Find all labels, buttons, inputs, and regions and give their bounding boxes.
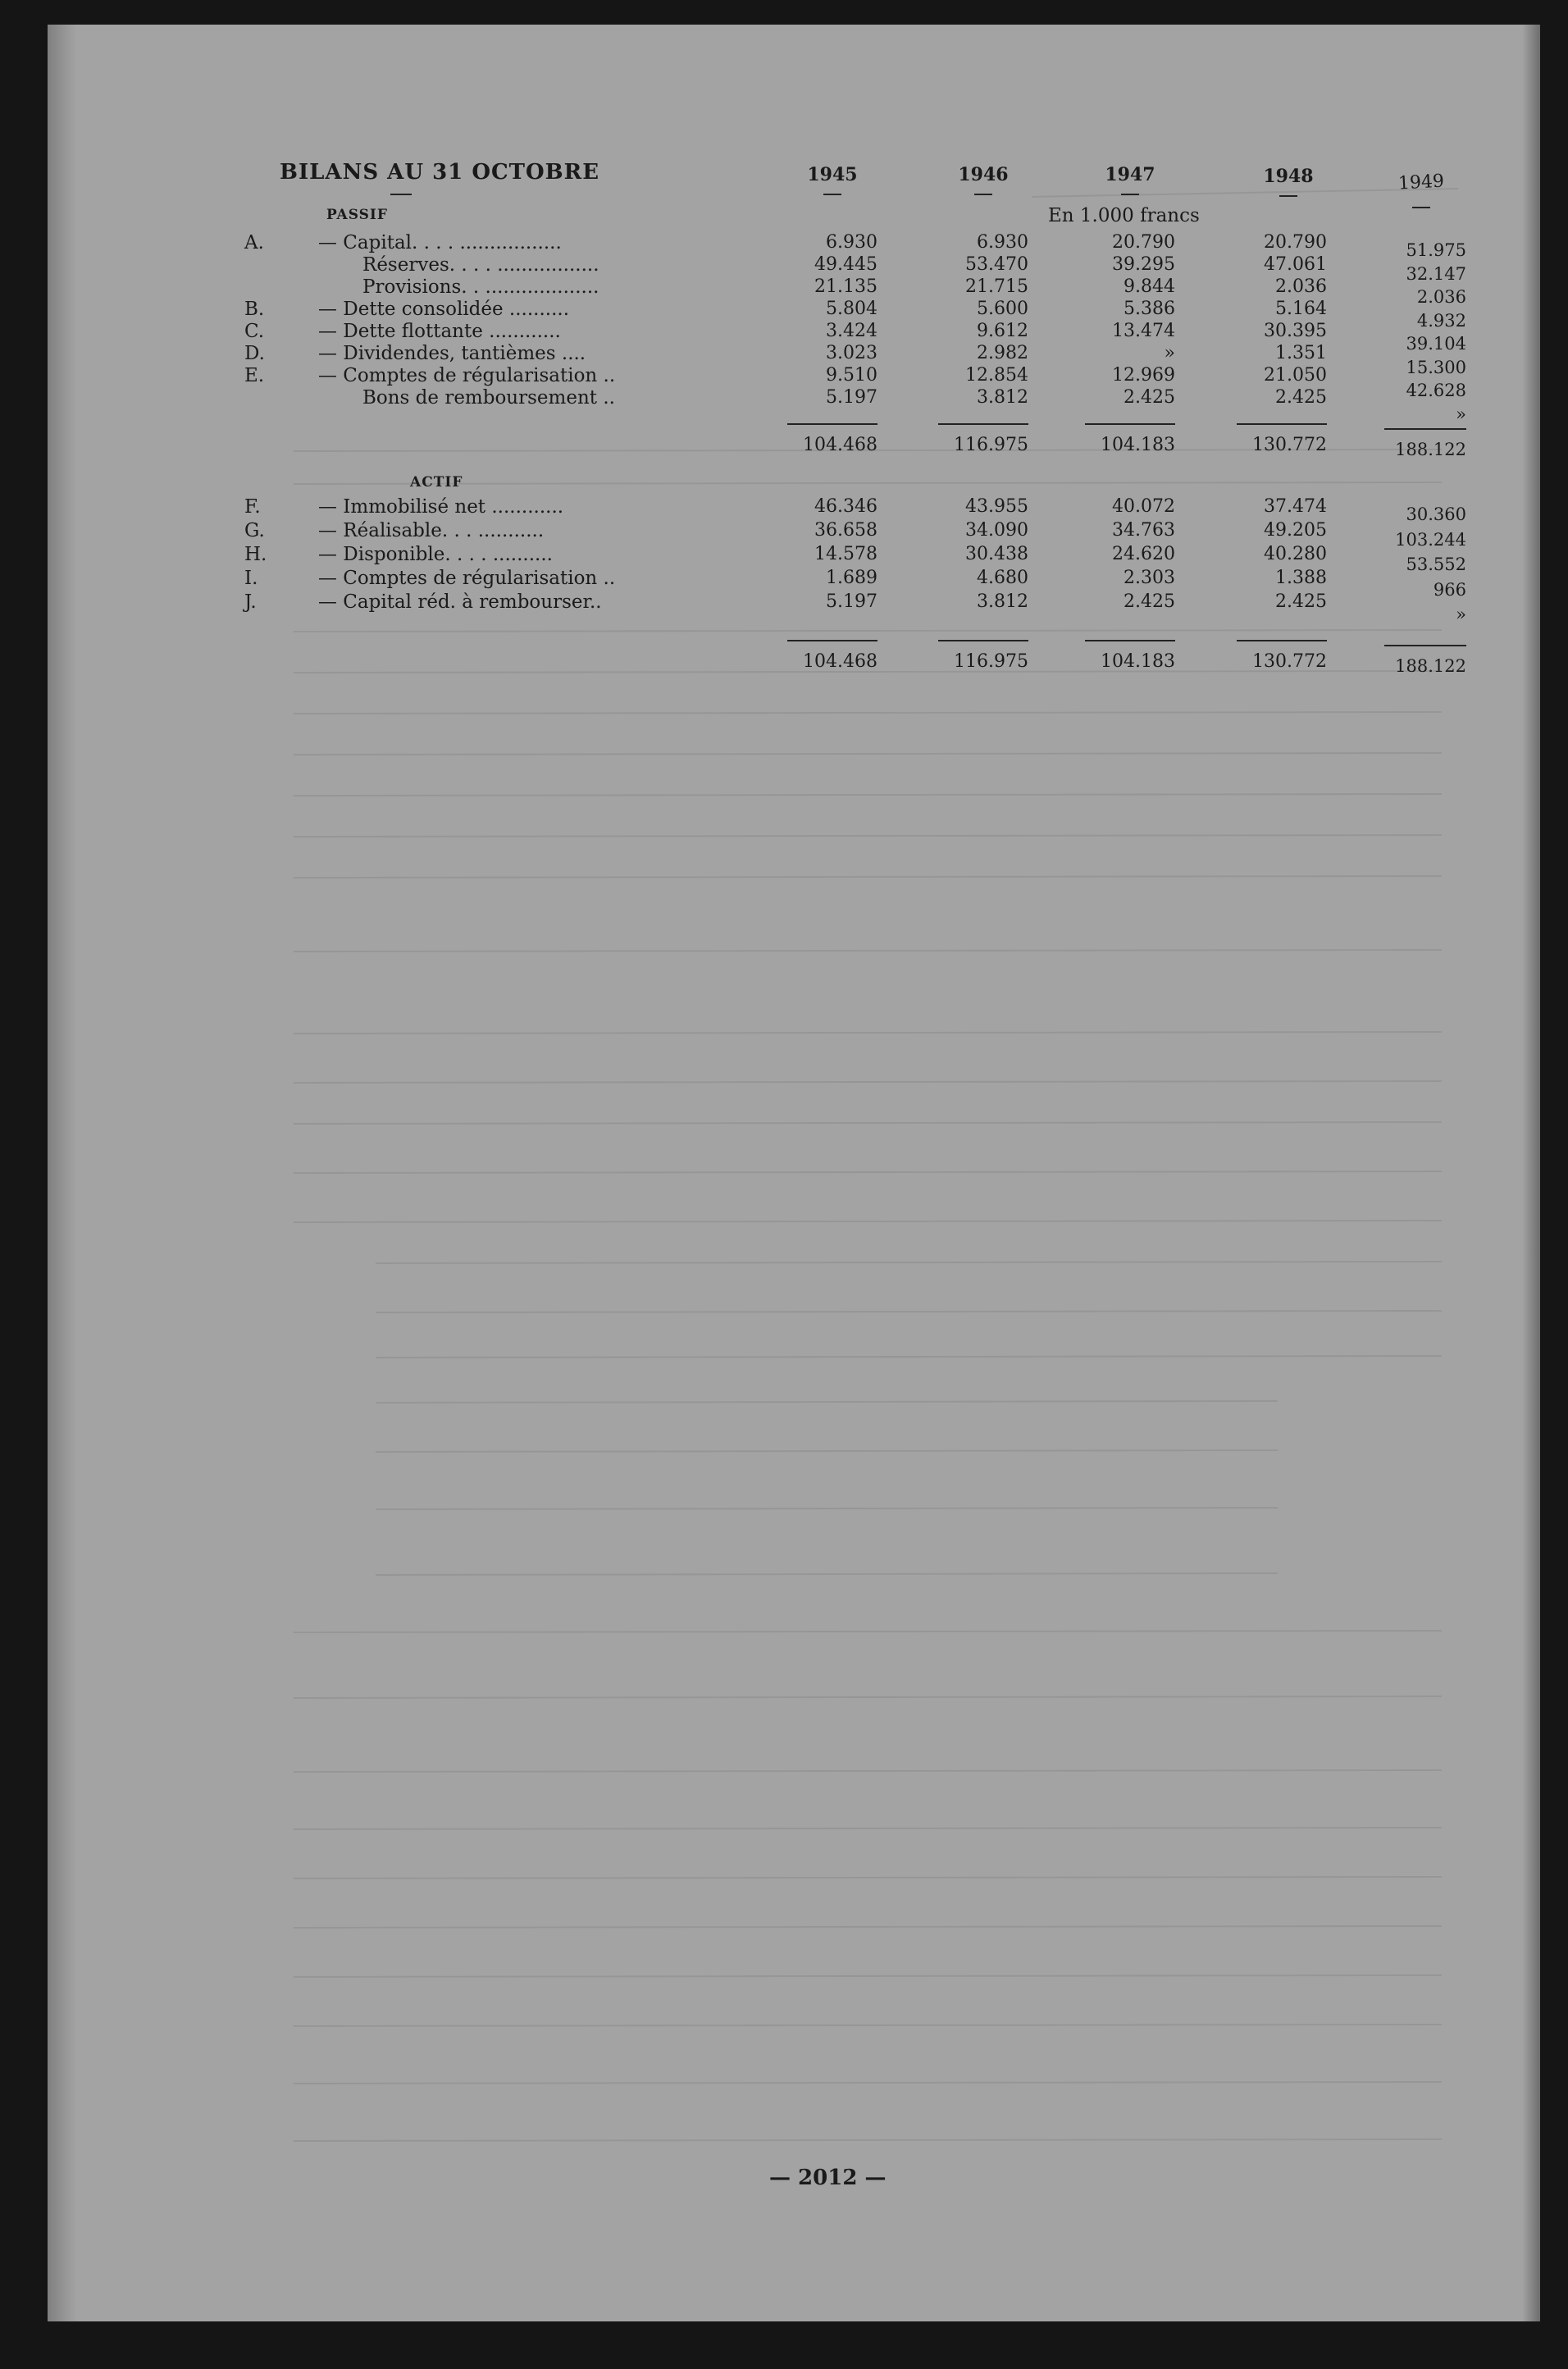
- row-label: — Immobilisé net ............: [318, 496, 564, 518]
- passif-heading: PASSIF: [326, 207, 388, 223]
- cell-1946: 3.812: [977, 591, 1028, 612]
- row-label: — Réalisable. . . ...........: [318, 520, 545, 541]
- total-rule: [787, 640, 877, 641]
- cell-1947: 13.474: [1112, 321, 1175, 341]
- cell-1945: 36.658: [814, 520, 877, 541]
- row-label: — Comptes de régularisation ..: [318, 365, 616, 386]
- cell-1947: 12.969: [1112, 365, 1175, 386]
- row-label: — Capital. . . . .................: [318, 232, 562, 253]
- cell-1947: 5.386: [1124, 299, 1175, 319]
- total-1946: 116.975: [954, 651, 1028, 672]
- cell-1949: 4.932: [1416, 310, 1466, 331]
- cell-1948: 2.425: [1275, 591, 1327, 612]
- year-header-1945: 1945: [807, 164, 858, 185]
- cell-1945: 5.197: [826, 591, 877, 612]
- row-code: D.: [244, 343, 265, 364]
- row-label: — Disponible. . . . ..........: [318, 544, 553, 565]
- cell-1948: 20.790: [1264, 232, 1327, 253]
- row-code: H.: [244, 544, 267, 565]
- cell-1946: 2.982: [977, 343, 1028, 363]
- cell-1945: 14.578: [814, 544, 877, 564]
- total-rule: [1384, 645, 1466, 646]
- cell-1949: 30.360: [1406, 504, 1466, 524]
- cell-1946: 34.090: [965, 520, 1028, 541]
- cell-1947: 40.072: [1112, 496, 1175, 517]
- total-1949: 188.122: [1395, 656, 1466, 676]
- cell-1946: 6.930: [977, 232, 1028, 253]
- year-dash: [1279, 195, 1297, 197]
- cell-1945: 9.510: [826, 365, 877, 386]
- cell-1948: 5.164: [1275, 299, 1327, 319]
- year-dash: [1412, 207, 1430, 208]
- row-label: — Dette flottante ............: [318, 321, 561, 342]
- cell-1949: »: [1456, 404, 1466, 424]
- cell-1947: 2.303: [1124, 568, 1175, 588]
- cell-1949: 51.975: [1406, 240, 1466, 260]
- page-number: — 2012 —: [769, 2166, 887, 2190]
- row-label: — Dette consolidée ..........: [318, 299, 570, 320]
- cell-1948: 1.351: [1275, 343, 1327, 363]
- cell-1945: 1.689: [826, 568, 877, 588]
- cell-1945: 3.023: [826, 343, 877, 363]
- cell-1947: 39.295: [1112, 254, 1175, 275]
- cell-1947: 24.620: [1112, 544, 1175, 564]
- total-1948: 130.772: [1252, 435, 1327, 455]
- cell-1949: 42.628: [1406, 381, 1466, 400]
- cell-1946: 12.854: [965, 365, 1028, 386]
- year-header-1947: 1947: [1105, 164, 1155, 185]
- total-1945: 104.468: [803, 651, 877, 672]
- row-code: A.: [244, 232, 264, 253]
- row-label: — Dividendes, tantièmes ....: [318, 343, 586, 364]
- unit-label: En 1.000 francs: [1048, 205, 1200, 226]
- cell-1948: 49.205: [1264, 520, 1327, 541]
- row-code: F.: [244, 496, 261, 518]
- cell-1949: 53.552: [1406, 555, 1466, 574]
- cell-1946: 4.680: [977, 568, 1028, 588]
- total-1947: 104.183: [1101, 651, 1175, 672]
- cell-1945: 49.445: [814, 254, 877, 275]
- total-rule: [1237, 640, 1327, 641]
- cell-1948: 21.050: [1264, 365, 1327, 386]
- cell-1946: 21.715: [965, 276, 1028, 297]
- total-1949: 188.122: [1395, 440, 1466, 459]
- cell-1948: 1.388: [1275, 568, 1327, 588]
- actif-heading: ACTIF: [410, 474, 463, 491]
- row-label: — Comptes de régularisation ..: [318, 568, 616, 589]
- total-rule: [787, 423, 877, 425]
- cell-1947: »: [1164, 343, 1175, 363]
- cell-1949: 103.244: [1395, 529, 1466, 550]
- cell-1946: 30.438: [965, 544, 1028, 564]
- cell-1947: 2.425: [1124, 387, 1175, 408]
- total-rule: [938, 423, 1028, 425]
- cell-1945: 5.804: [826, 299, 877, 319]
- cell-1945: 21.135: [814, 276, 877, 297]
- cell-1948: 2.425: [1275, 387, 1327, 408]
- table-title: BILANS AU 31 OCTOBRE: [280, 160, 600, 185]
- total-rule: [1237, 423, 1327, 425]
- row-label: Réserves. . . . .................: [362, 254, 599, 276]
- row-code: E.: [244, 365, 265, 386]
- cell-1946: 53.470: [965, 254, 1028, 275]
- cell-1948: 37.474: [1264, 496, 1327, 517]
- cell-1947: 34.763: [1112, 520, 1175, 541]
- cell-1946: 3.812: [977, 387, 1028, 408]
- total-1945: 104.468: [803, 435, 877, 455]
- year-header-1949: 1949: [1397, 171, 1445, 194]
- cell-1948: 2.036: [1275, 276, 1327, 297]
- total-rule: [938, 640, 1028, 641]
- cell-1946: 43.955: [965, 496, 1028, 517]
- total-1946: 116.975: [954, 435, 1028, 455]
- cell-1949: 966: [1433, 579, 1466, 600]
- cell-1949: 15.300: [1406, 357, 1466, 377]
- year-dash: [974, 194, 992, 195]
- row-label: Bons de remboursement ..: [362, 387, 615, 409]
- cell-1945: 6.930: [826, 232, 877, 253]
- cell-1947: 9.844: [1124, 276, 1175, 297]
- total-rule: [1384, 428, 1466, 430]
- document-page: [48, 25, 1540, 2321]
- year-header-1946: 1946: [958, 164, 1009, 185]
- row-code: G.: [244, 520, 265, 541]
- cell-1949: »: [1456, 605, 1466, 624]
- cell-1945: 5.197: [826, 387, 877, 408]
- year-dash: [1121, 194, 1139, 195]
- title-underline: [390, 194, 412, 195]
- year-header-1948: 1948: [1263, 166, 1314, 187]
- total-1948: 130.772: [1252, 651, 1327, 672]
- cell-1948: 30.395: [1264, 321, 1327, 341]
- row-label: — Capital réd. à rembourser..: [318, 591, 602, 613]
- cell-1948: 40.280: [1264, 544, 1327, 564]
- cell-1948: 47.061: [1264, 254, 1327, 275]
- cell-1945: 3.424: [826, 321, 877, 341]
- row-code: I.: [244, 568, 258, 589]
- year-dash: [823, 194, 841, 195]
- cell-1949: 32.147: [1406, 263, 1466, 284]
- cell-1945: 46.346: [814, 496, 877, 517]
- row-code: C.: [244, 321, 265, 342]
- row-code: B.: [244, 299, 265, 320]
- total-rule: [1085, 640, 1175, 641]
- total-rule: [1085, 423, 1175, 425]
- row-code: J.: [244, 591, 257, 613]
- cell-1947: 2.425: [1124, 591, 1175, 612]
- total-1947: 104.183: [1101, 435, 1175, 455]
- row-label: Provisions. . ...................: [362, 276, 599, 298]
- cell-1946: 5.600: [977, 299, 1028, 319]
- cell-1946: 9.612: [977, 321, 1028, 341]
- cell-1947: 20.790: [1112, 232, 1175, 253]
- cell-1949: 39.104: [1406, 334, 1466, 354]
- cell-1949: 2.036: [1416, 287, 1466, 307]
